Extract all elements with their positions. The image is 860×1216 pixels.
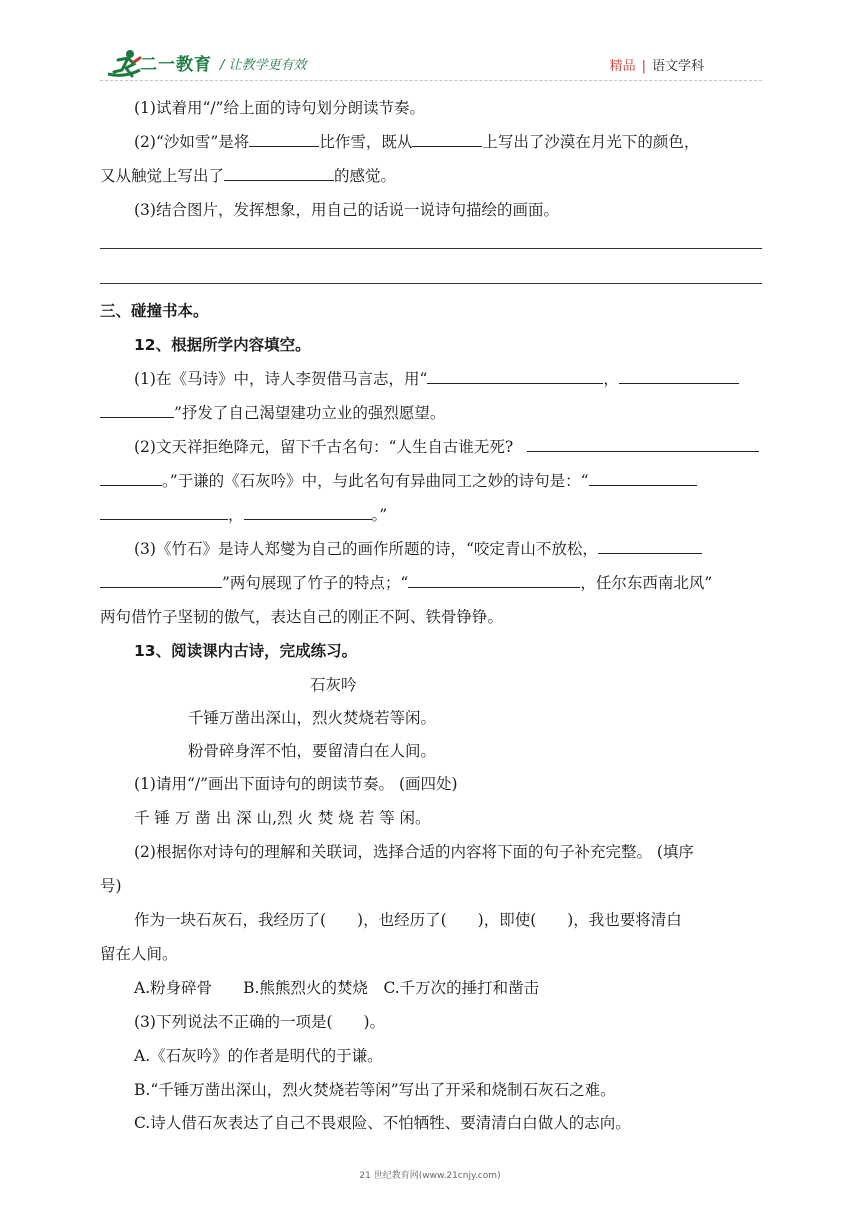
blank-line[interactable] xyxy=(427,369,603,384)
q13-2-text-cont: 号) xyxy=(100,877,122,895)
blank-line[interactable] xyxy=(619,369,739,384)
q13-3-text: (3)下列说法不正确的一项是( )。 xyxy=(134,1013,386,1031)
q12-heading: 12、根据所学内容填空。 xyxy=(134,336,311,354)
q13-1-poem: 千 锤 万 凿 出 深 山,烈 火 焚 烧 若 等 闲。 xyxy=(134,809,431,827)
blank-line[interactable] xyxy=(412,132,482,147)
q11-3-text: (3)结合图片，发挥想象，用自己的话说一说诗句描绘的画面。 xyxy=(134,201,559,219)
q13-2-sentence: 作为一块石灰石，我经历了( )，也经历了( )，即使( )，我也要将清白 xyxy=(134,911,682,929)
text-segment: 的感觉。 xyxy=(334,167,397,185)
q12-3-line-end: 两句借竹子坚韧的傲气，表达自己的刚正不阿、铁骨铮铮。 xyxy=(100,608,504,626)
blank-line[interactable] xyxy=(100,505,228,520)
q13-2-text: (2)根据你对诗句的理解和关联词，选择合适的内容将下面的句子补充完整。 (填序 xyxy=(134,843,694,861)
text-segment: 又从触觉上写出了 xyxy=(100,167,225,185)
text-segment: ， xyxy=(603,370,619,388)
answer-line[interactable] xyxy=(100,283,762,284)
header-divider xyxy=(100,80,762,81)
text-segment: 。”于谦的《石灰吟》中，与此名句有异曲同工之妙的诗句是：“ xyxy=(162,472,589,490)
poem-line-1: 千锤万凿出深山，烈火焚烧若等闲。 xyxy=(188,709,437,727)
q11-1-text: (1)试着用“/”给上面的诗句划分朗读节奏。 xyxy=(134,99,426,117)
subject-tag xyxy=(610,55,704,74)
blank-line[interactable] xyxy=(224,166,334,181)
blank-line[interactable] xyxy=(100,471,162,486)
blank-line[interactable] xyxy=(589,471,697,486)
blank-line[interactable] xyxy=(249,132,319,147)
text-segment: 上写出了沙漠在月光下的颜色， xyxy=(482,133,700,151)
blank-line[interactable] xyxy=(100,573,222,588)
quality-label: 精品 xyxy=(609,59,636,74)
blank-line[interactable] xyxy=(408,573,580,588)
answer-line[interactable] xyxy=(100,248,762,249)
tag-separator: | xyxy=(641,59,646,74)
q12-2-line-cont xyxy=(100,471,697,491)
q13-1-text: (1)请用“/”画出下面诗句的朗读节奏。 (画四处) xyxy=(134,775,458,793)
subject-label: 语文学科 xyxy=(651,59,704,74)
blank-line[interactable] xyxy=(244,505,372,520)
poem-title: 石灰吟 xyxy=(310,676,357,694)
blank-line[interactable] xyxy=(527,437,759,452)
q11-2-line xyxy=(134,132,699,152)
q13-3-option-a: A.《石灰吟》的作者是明代的于谦。 xyxy=(134,1047,383,1065)
text-segment: ”抒发了自己渴望建功立业的强烈愿望。 xyxy=(174,404,446,422)
blank-line[interactable] xyxy=(598,539,702,554)
text-segment: (2)文天祥拒绝降元，留下千古名句：“人生自古谁无死? xyxy=(134,438,514,456)
q13-3-option-c: C.诗人借石灰表达了自己不畏艰险、不怕牺牲、要清清白白做人的志向。 xyxy=(134,1114,631,1132)
text-segment: ， xyxy=(228,506,244,524)
q12-2-line xyxy=(134,437,759,457)
blank-line[interactable] xyxy=(100,403,174,418)
q13-heading: 13、阅读课内古诗，完成练习。 xyxy=(134,642,358,660)
text-segment: (1)在《马诗》中，诗人李贺借马言志，用“ xyxy=(134,370,428,388)
text-segment: 。” xyxy=(371,506,388,524)
q13-2-sentence-cont: 留在人间。 xyxy=(100,945,178,963)
q13-2-options: A.粉身碎骨 B.熊熊烈火的焚烧 C.千万次的捶打和凿击 xyxy=(134,979,540,997)
poem-line-2: 粉骨碎身浑不怕，要留清白在人间。 xyxy=(188,742,437,760)
q12-3-line xyxy=(134,539,702,559)
page-footer: 21 世纪教育网(www.21cnjy.com) xyxy=(359,1171,501,1181)
q11-2-line-cont xyxy=(100,166,396,186)
q13-3-option-b: B.“千锤万凿出深山，烈火焚烧若等闲”写出了开采和烧制石灰石之难。 xyxy=(134,1081,616,1099)
text-segment: (2)“沙如雪”是将 xyxy=(134,133,250,151)
q12-2-line-end xyxy=(100,505,387,525)
text-segment: (3)《竹石》是诗人郑燮为自己的画作所题的诗，“咬定青山不放松， xyxy=(134,540,598,558)
text-segment: 比作雪，既从 xyxy=(319,133,413,151)
q12-3-line-cont xyxy=(100,573,712,593)
logo-text: 二一教育 xyxy=(140,55,212,75)
text-segment: ，任尔东西南北风” xyxy=(580,574,713,592)
text-segment: ”两句展现了竹子的特点；“ xyxy=(222,574,409,592)
slogan: / 让教学更有效 xyxy=(220,58,307,73)
q12-1-line xyxy=(134,369,739,389)
page-header xyxy=(100,44,760,84)
q12-1-line-cont xyxy=(100,403,445,423)
section-3-heading: 三、碰撞书本。 xyxy=(100,302,209,320)
